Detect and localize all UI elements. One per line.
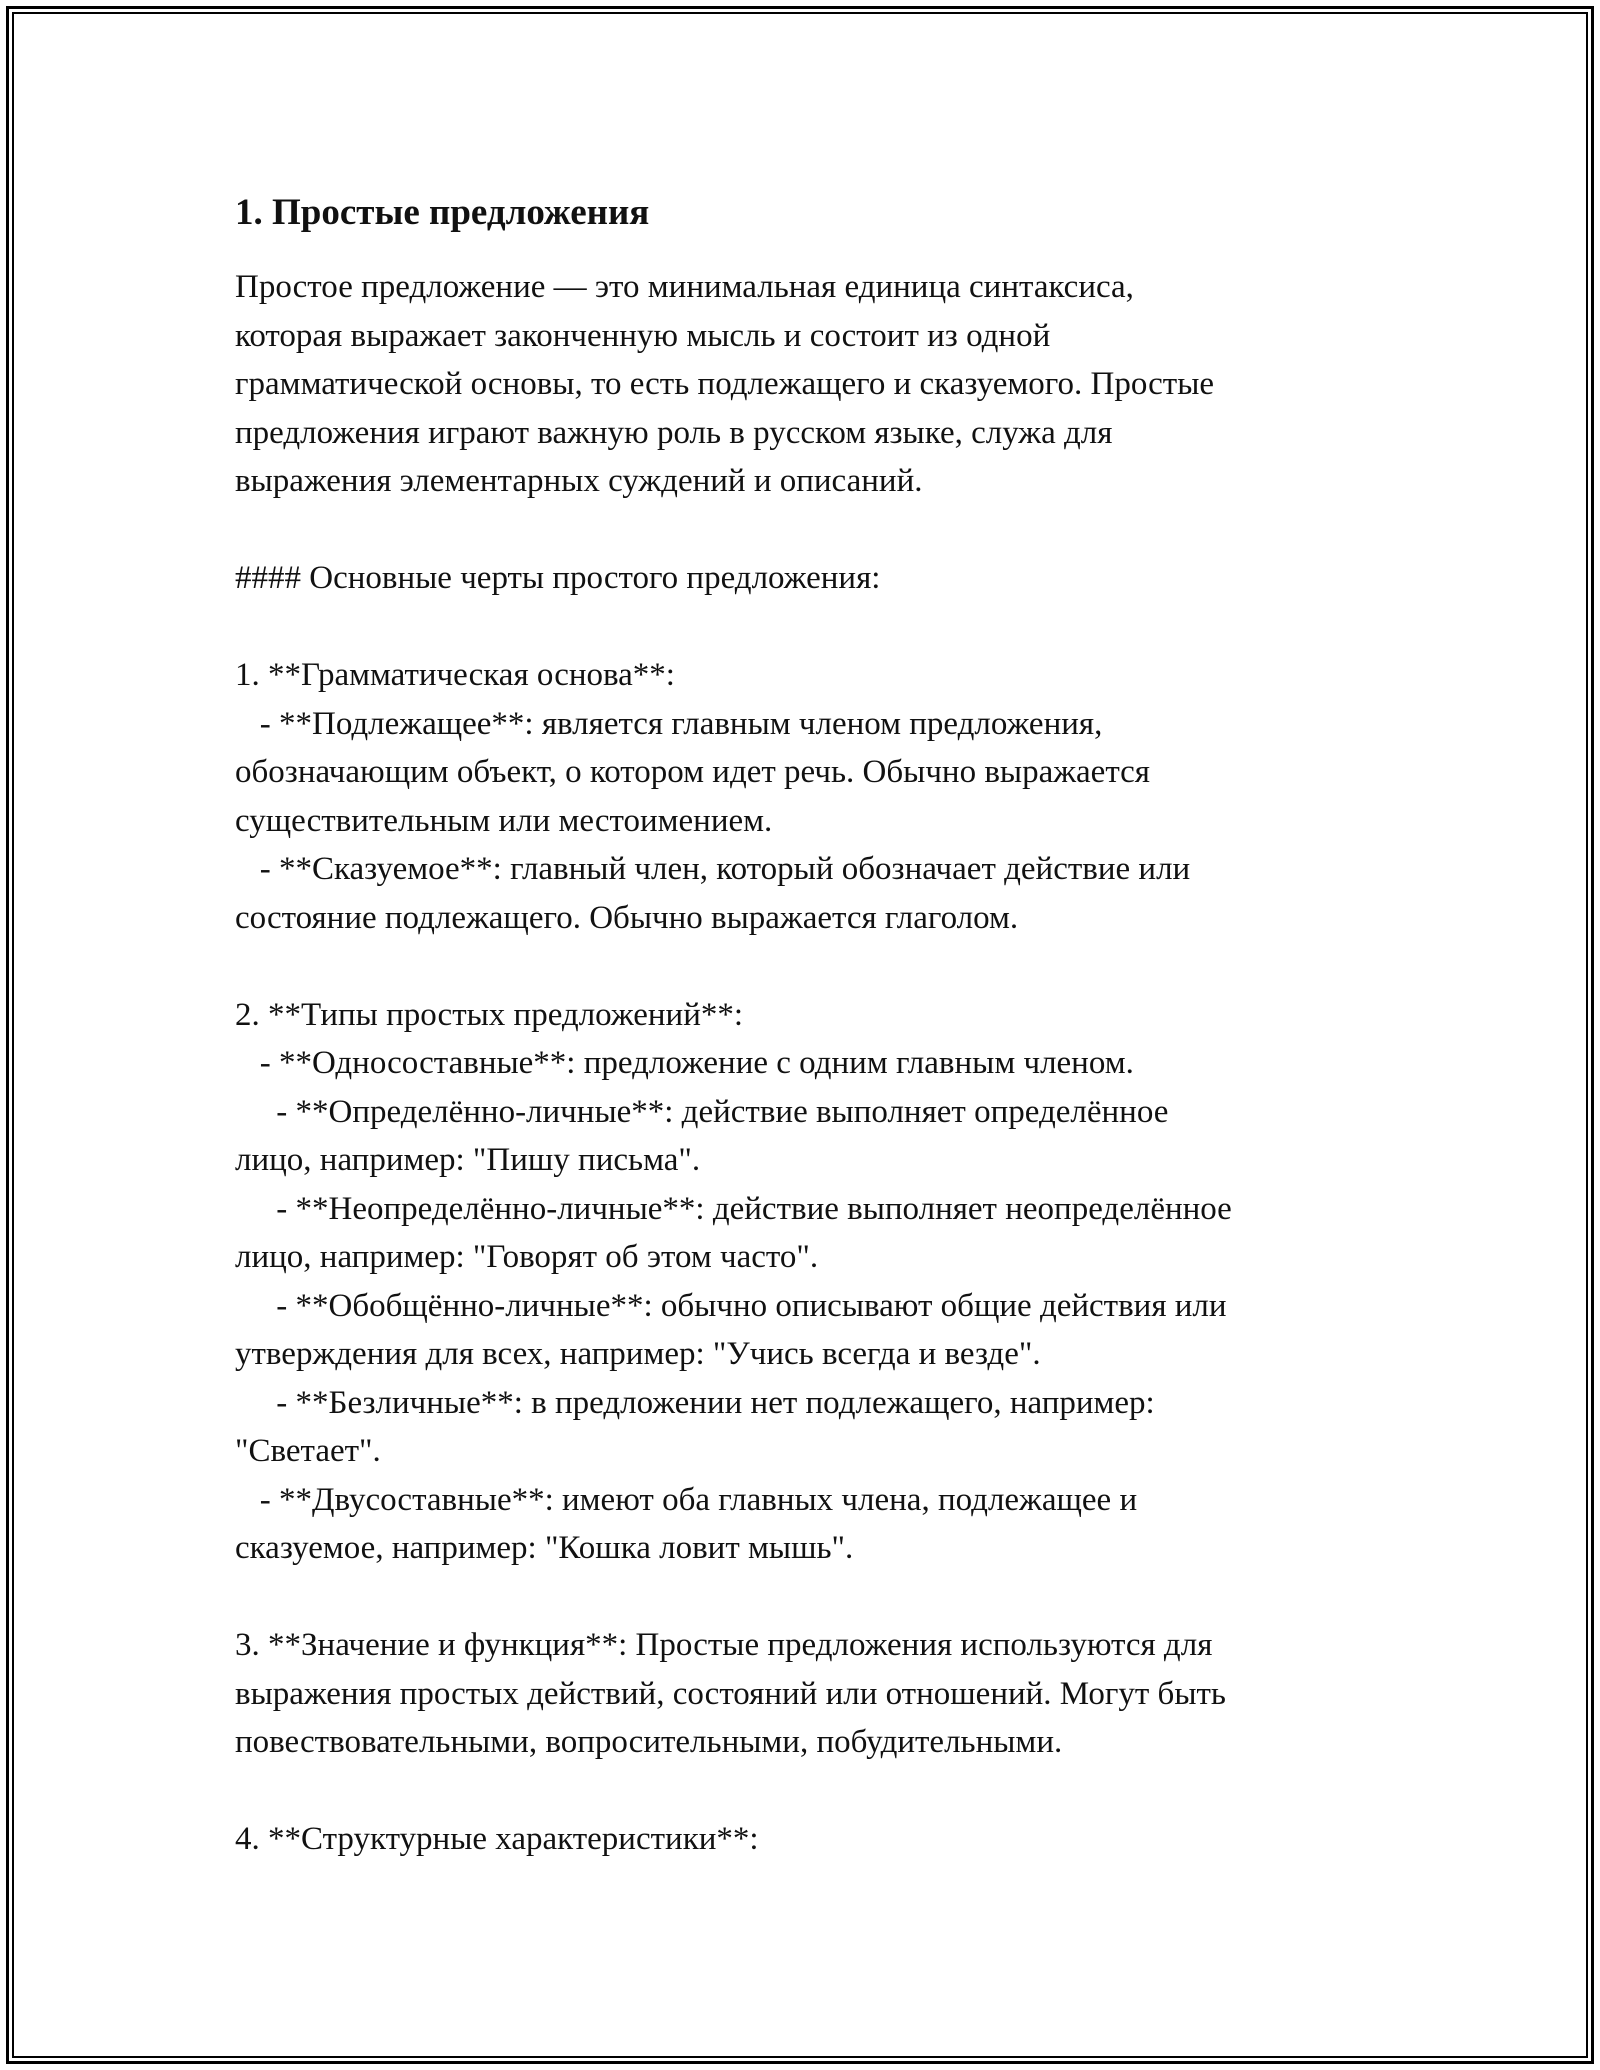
text-line: лицо, например: "Пишу письма".	[235, 1142, 701, 1178]
text-line: обозначающим объект, о котором идет речь. Обычно выражается	[235, 754, 1150, 790]
text-line: - **Двусоставные**: имеют оба главных члена, подлежащее и	[235, 1481, 1138, 1518]
blank-line	[235, 1573, 1365, 1622]
text-line: - **Односоставные**: предложение с одним главным членом.	[235, 1045, 1134, 1081]
text-line: 2. **Типы простых предложений**:	[235, 996, 744, 1033]
text-line: выражения простых действий, состояний или отношений. Могут быть	[235, 1675, 1226, 1712]
text-line: 3. **Значение и функция**: Простые предложения используются для	[235, 1627, 1213, 1663]
text-line: предложения играют важную роль в русском языке, служа для	[235, 414, 1113, 451]
document-body	[235, 185, 1365, 1864]
text-line: состояние подлежащего. Обычно выражается глаголом.	[235, 899, 1019, 936]
text-line: Простое предложение — это минимальная единица синтаксиса,	[235, 269, 1134, 305]
text-line: существительным или местоимением.	[235, 802, 773, 839]
text-line: - **Безличные**: в предложении нет подлежащего, например:	[235, 1384, 1155, 1421]
text-line: - **Обобщённо-личные**: обычно описывают общие действия или	[235, 1287, 1227, 1324]
text-line: - **Неопределённо-личные**: действие выполняет неопределённое	[235, 1190, 1232, 1227]
text-line: - **Определённо-личные**: действие выполняет определённое	[235, 1093, 1169, 1130]
blank-line	[235, 506, 1365, 555]
text-line: утверждения для всех, например: "Учись всегда и везде".	[235, 1336, 1041, 1372]
blank-line	[235, 942, 1365, 991]
text-line: сказуемое, например: "Кошка ловит мышь".	[235, 1530, 854, 1566]
text-line: повествовательными, вопросительными, побудительными.	[235, 1724, 1063, 1760]
text-line: "Светает".	[235, 1433, 381, 1469]
blank-line	[235, 603, 1365, 652]
text-line: - **Подлежащее**: является главным членом предложения,	[235, 705, 1103, 742]
text-line: которая выражает законченную мысль и состоит из одной	[235, 317, 1051, 354]
text-line: 4. **Структурные характеристики**:	[235, 1821, 759, 1857]
section-heading: 1. Простые предложения	[235, 192, 650, 233]
text-line: выражения элементарных суждений и описаний.	[235, 463, 923, 499]
text-line: 1. **Грамматическая основа**:	[235, 657, 675, 693]
text-line: - **Сказуемое**: главный член, который обозначает действие или	[235, 851, 1191, 887]
text-line: #### Основные черты простого предложения:	[235, 560, 881, 596]
blank-line	[235, 1767, 1365, 1816]
text-line: грамматической основы, то есть подлежащего и сказуемого. Простые	[235, 366, 1215, 402]
text-line: лицо, например: "Говорят об этом часто".	[235, 1239, 819, 1275]
